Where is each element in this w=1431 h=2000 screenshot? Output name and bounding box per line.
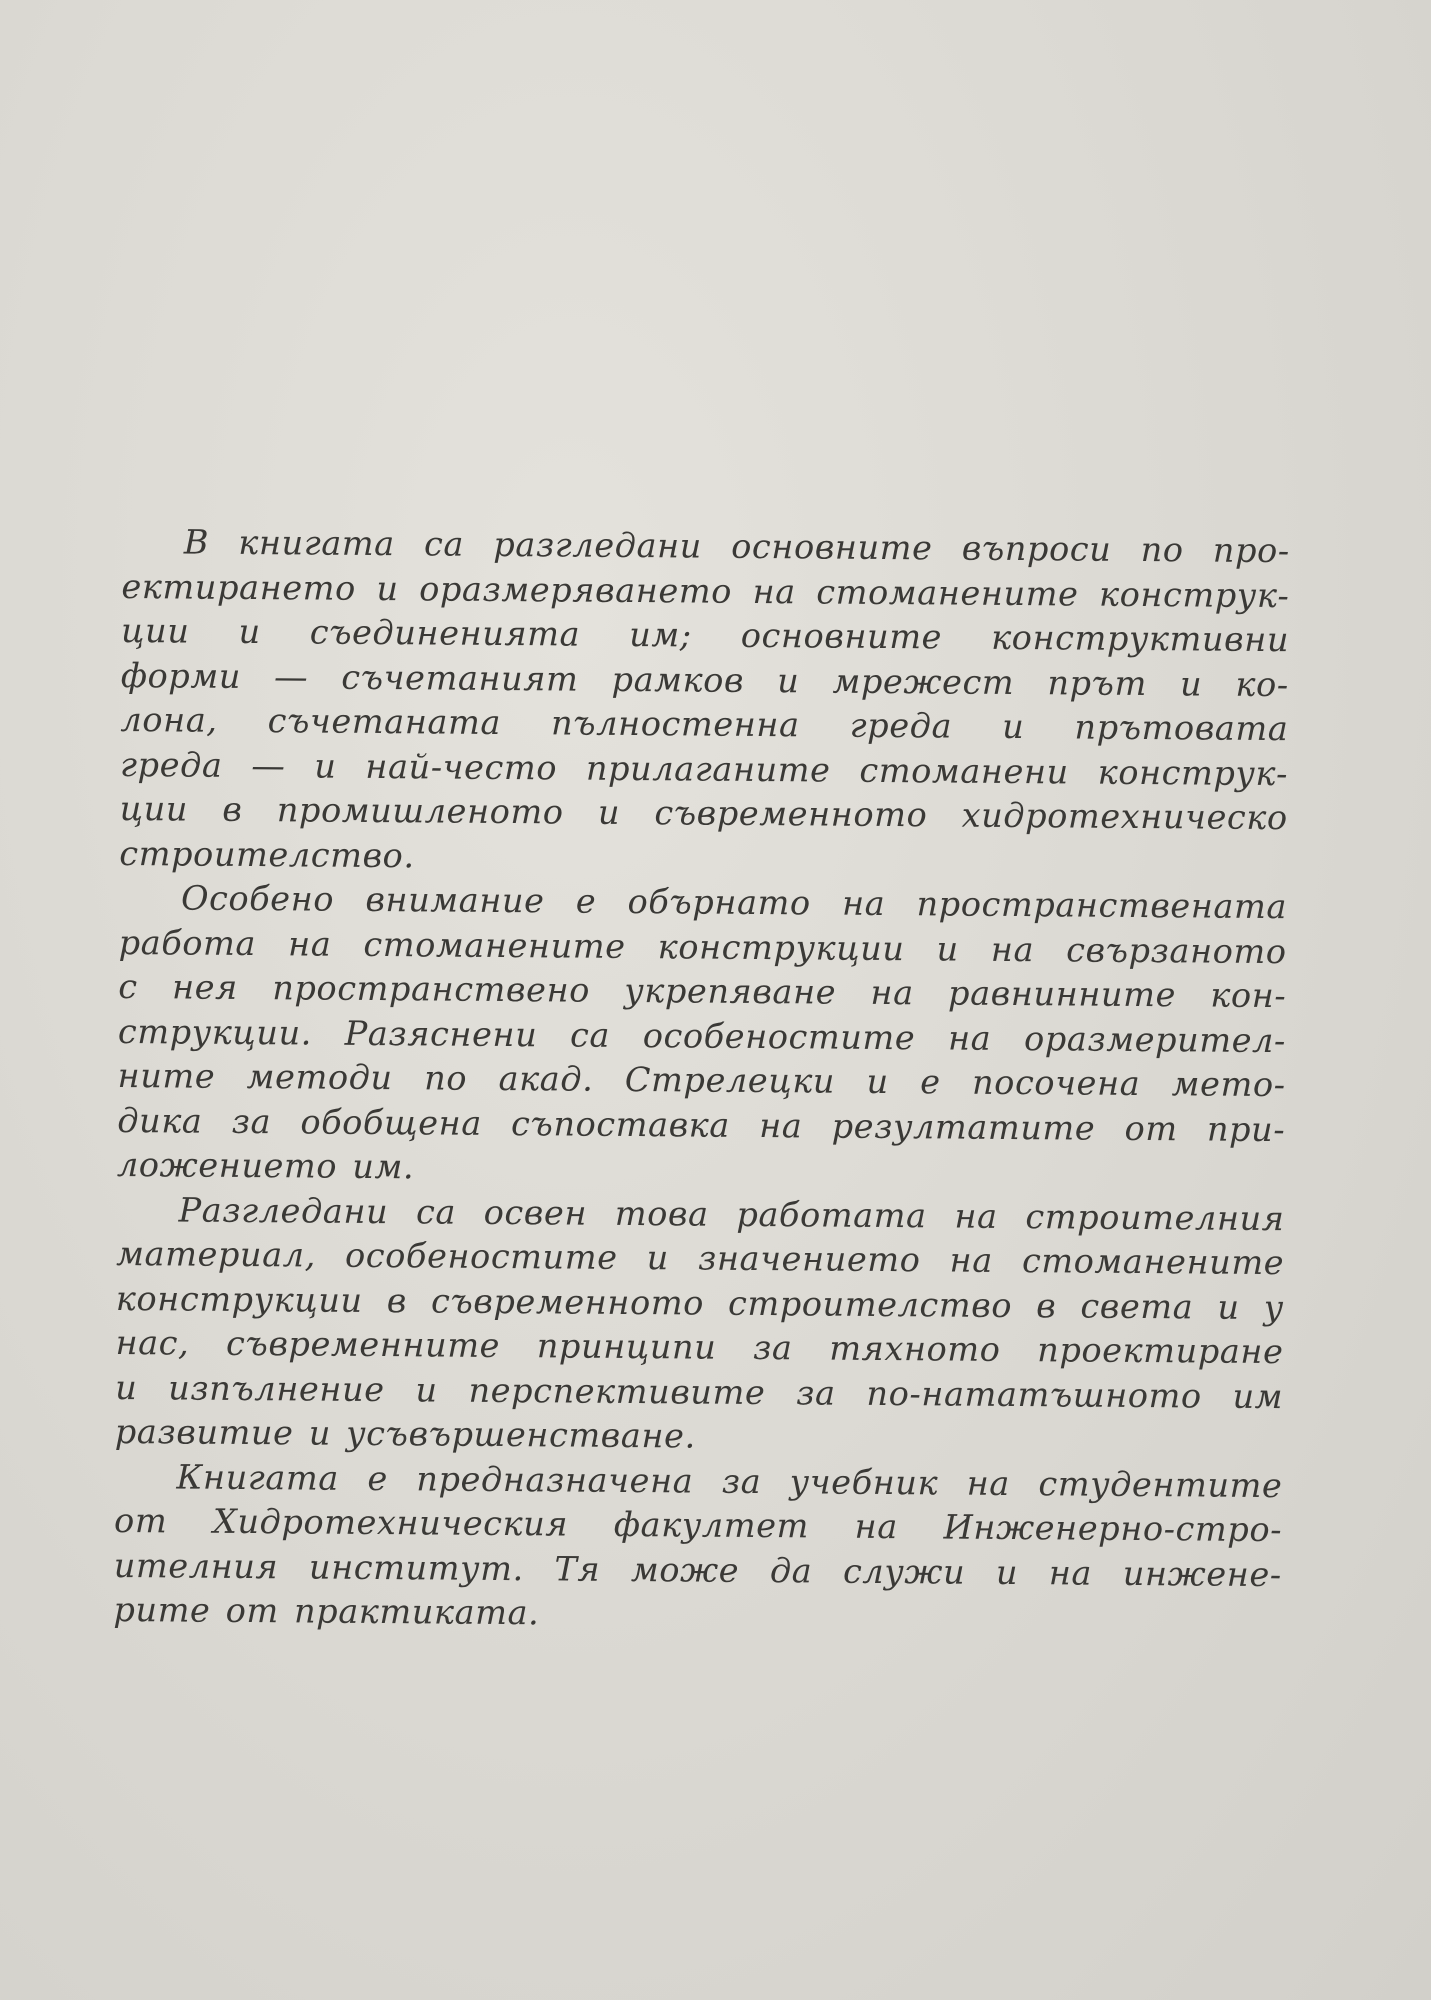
text-line: лона, съчетаната пълностенна греда и прътовата [120, 699, 1289, 749]
text-line: ции и съединенията им; основните конструктивни [120, 610, 1290, 660]
paragraph-2 [117, 876, 1287, 1197]
text-line: ектирането и оразмеряването на стоманените конструк- [121, 566, 1290, 615]
text-line: форми — съчетаният рамков и мрежест прът и ко- [120, 655, 1289, 704]
text-line: работа на стоманените конструкции и на свързаното [118, 922, 1287, 971]
paragraph-3 [115, 1187, 1285, 1463]
text-line: с нея пространствено укрепяване на равнинните кон- [118, 966, 1287, 1016]
text-line: развитие и усъвършенстване. [114, 1411, 696, 1456]
text-line: струкции. Разяснени са особеностите на оразмерител- [117, 1011, 1287, 1060]
text-line: Разгледани са освен това работата на строителния [178, 1189, 1285, 1238]
text-line: и изпълнение и перспективите за по-нататъшното им [115, 1367, 1284, 1416]
text-line: Особено внимание е обърнато на пространствената [180, 878, 1288, 927]
text-line: ителния институт. Тя може да служи и на инжене- [113, 1545, 1282, 1594]
text-line: ложението им. [116, 1144, 415, 1187]
text-line: В книгата са разгледани основните въпроси по про- [183, 522, 1290, 571]
text-line: греда — и най-често прилаганите стоманени конструк- [119, 744, 1289, 793]
text-line: от Хидротехническия факултет на Инженерно-стро- [113, 1500, 1283, 1550]
text-line: строителство. [119, 833, 415, 875]
paragraph-1 [119, 520, 1290, 885]
text-line: материал, особеностите и значението на стоманените [116, 1233, 1285, 1283]
text-line: нас, съвременните принципи за тяхното проектиране [115, 1322, 1284, 1372]
paragraph-4 [113, 1454, 1282, 1641]
text-line: рите от практиката. [113, 1589, 540, 1633]
text-line: ции в промишленото и съвременното хидротехническо [119, 788, 1288, 838]
text-line: дика за обобщена съпоставка на резултатите от при- [117, 1100, 1286, 1149]
text-line: ните методи по акад. Стрелецки и е посочена мето- [117, 1055, 1286, 1105]
text-line: конструкции в съвременното строителство в света и у [115, 1278, 1285, 1327]
text-line: Книгата е предназначена за учебник на студентите [176, 1456, 1283, 1505]
annotation-text [113, 520, 1290, 1642]
